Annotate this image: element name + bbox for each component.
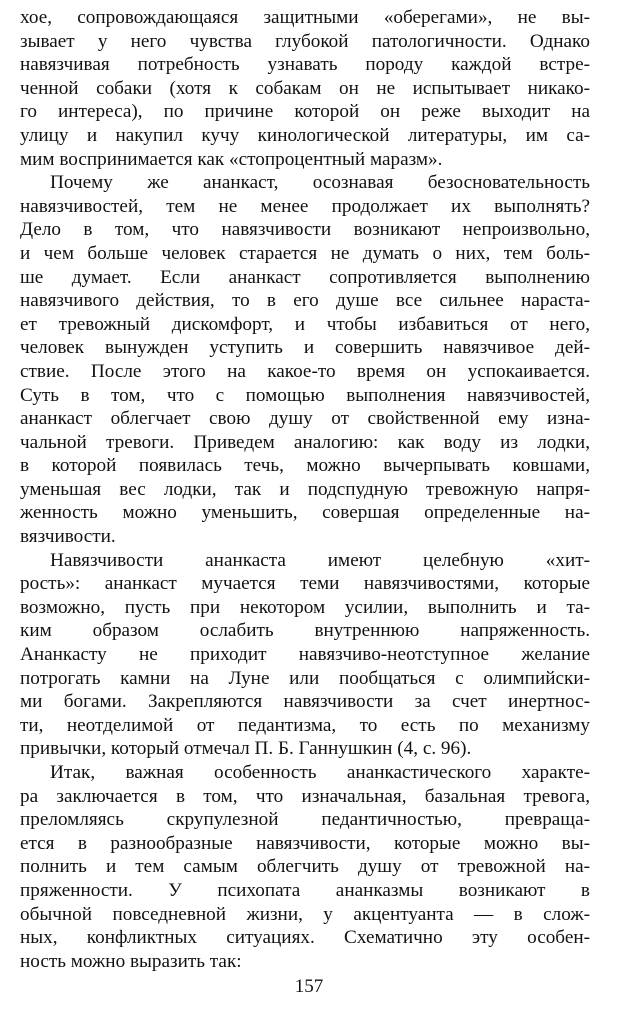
text-line: ра заключается в том, что изначальная, базальная тревога,: [20, 785, 590, 807]
text-line: возможно, пусть при некотором усилии, выполнить и та-: [20, 596, 590, 618]
text-line: Почему же ананкаст, осознавая безосновательность: [50, 172, 590, 194]
text-line: ше думает. Если ананкаст сопротивляется выполнению: [20, 266, 590, 288]
text-line: ность можно выразить так:: [20, 950, 242, 972]
text-line: навязчивостей, тем не менее продолжает их выполнять?: [20, 195, 590, 217]
text-line: вязчивости.: [20, 526, 116, 548]
text-line: навязчивого действия, то в его душе все сильнее нараста-: [20, 290, 590, 312]
text-line: рость»: ананкаст мучается теми навязчивостями, которые: [20, 573, 590, 595]
text-line: обычной повседневной жизни, у акцентуанта — в слож-: [20, 903, 590, 925]
paragraph: [20, 6, 590, 171]
text-line: преломляясь скрупулезной педантичностью, превраща-: [20, 809, 590, 831]
text-line: полнить и тем самым облегчить душу от тревожной на-: [20, 856, 590, 878]
text-line: чальной тревоги. Приведем аналогию: как воду из лодки,: [20, 431, 590, 453]
text-line: Ананкасту не приходит навязчиво-неотступное желание: [20, 644, 590, 666]
text-line: ченной собаки (хотя к собакам он не испытывает никако-: [20, 77, 590, 99]
text-line: улицу и накупил кучу кинологической литературы, им са-: [20, 124, 590, 146]
text-line: хое, сопровождающаяся защитными «оберегами», не вы-: [20, 7, 590, 28]
book-page-body: [20, 6, 590, 973]
text-line: мим воспринимается как «стопроцентный маразм».: [20, 148, 443, 170]
text-line: ти, неотделимой от педантизма, то есть по механизму: [20, 714, 590, 736]
text-line: ананкаст облегчает свою душу от свойственной ему изна-: [20, 408, 590, 430]
text-line: пряженности. У психопата ананказмы возникают в: [20, 879, 590, 901]
text-line: ствие. После этого на какое-то время он успокаивается.: [20, 360, 590, 382]
text-line: ется в разнообразные навязчивости, которые можно вы-: [20, 832, 590, 854]
text-line: Итак, важная особенность ананкастического характе-: [50, 762, 590, 783]
text-line: привычки, который отмечал П. Б. Ганнушкин (4, с. 96).: [20, 738, 472, 760]
text-line: человек вынужден уступить и совершить навязчивое дей-: [20, 337, 590, 359]
paragraph: [20, 171, 590, 549]
text-line: ми богами. Закрепляются навязчивости за счет инертнос-: [20, 691, 590, 713]
paragraph: [20, 549, 590, 761]
text-line: ким образом ослабить внутреннюю напряженность.: [20, 620, 590, 642]
text-line: Навязчивости ананкаста имеют целебную «хит-: [50, 549, 590, 571]
text-line: в которой появилась течь, можно вычерпывать ковшами,: [20, 455, 590, 477]
text-line: уменьшая вес лодки, так и подспудную тревожную напря-: [20, 478, 590, 500]
text-line: Дело в том, что навязчивости возникают непроизвольно,: [20, 219, 590, 241]
text-line: го интереса), по причине которой он реже выходит на: [20, 101, 590, 123]
text-line: женность можно уменьшить, совершая определенные на-: [20, 502, 590, 524]
text-line: зывает у него чувства глубокой патологичности. Однако: [20, 30, 590, 52]
text-line: ных, конфликтных ситуациях. Схематично эту особен-: [20, 927, 590, 949]
text-line: Суть в том, что с помощью выполнения навязчивостей,: [20, 384, 590, 406]
paragraph: [20, 761, 590, 973]
text-line: ет тревожный дискомфорт, и чтобы избавиться от него,: [20, 313, 590, 335]
text-line: навязчивая потребность узнавать породу каждой встре-: [20, 54, 590, 76]
page-number: 157: [294, 976, 324, 997]
text-line: и чем больше человек старается не думать о них, тем боль-: [20, 242, 590, 264]
text-line: потрогать камни на Луне или пообщаться с олимпийски-: [20, 667, 590, 689]
